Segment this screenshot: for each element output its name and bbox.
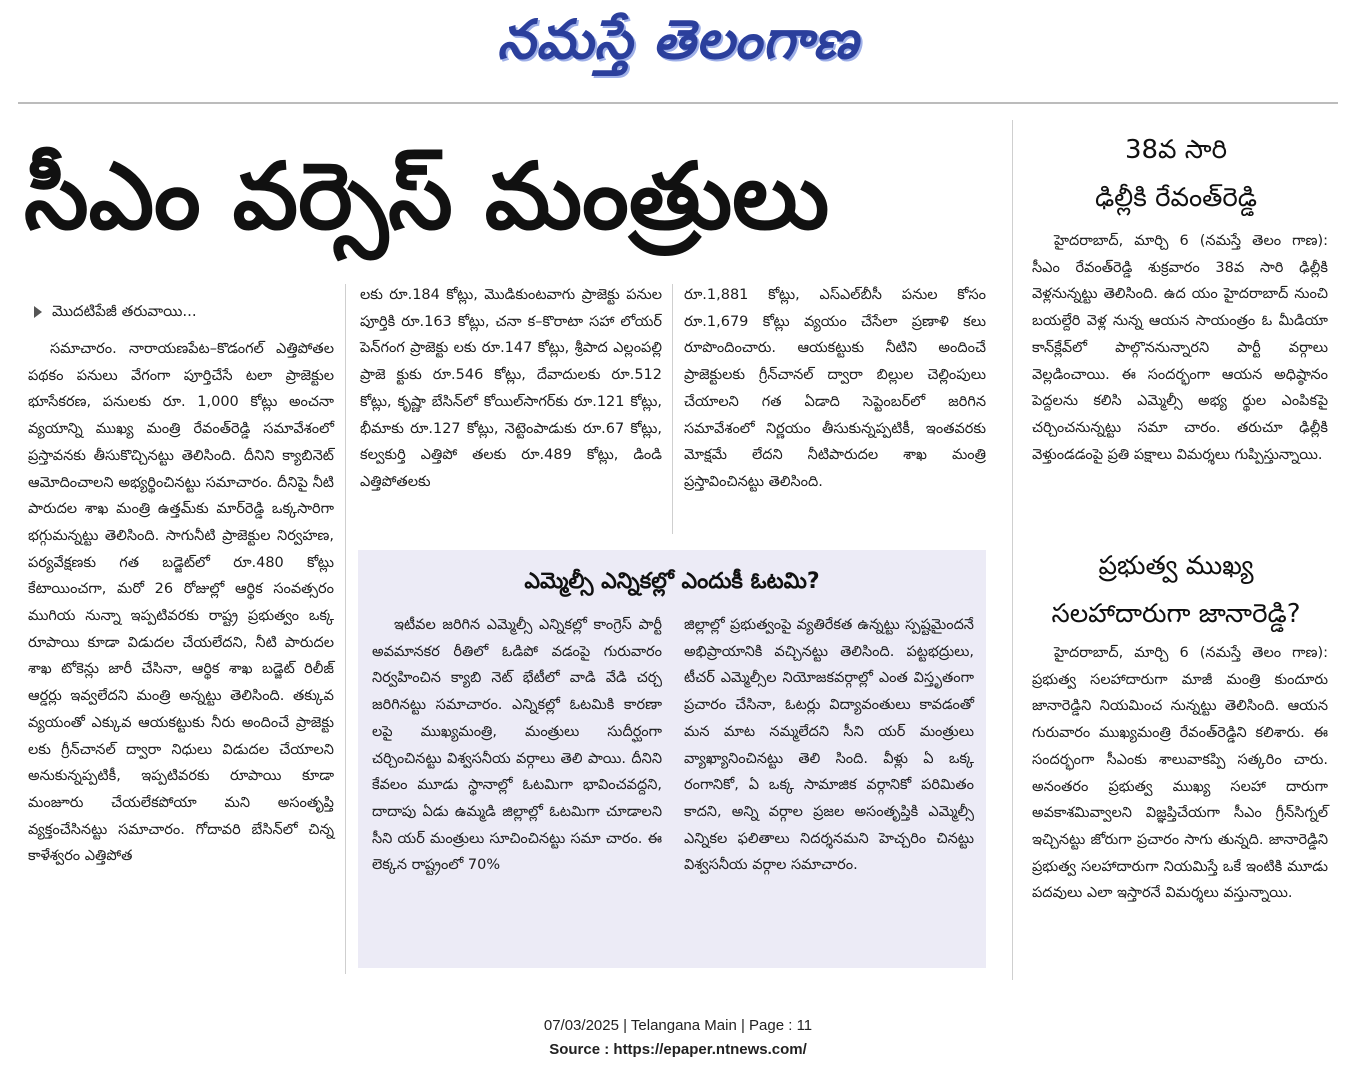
side-story-2-text: హైదరాబాద్, మార్చి 6 (నమస్తే తెలం గాణ): ప్రభుత్వ సలహాదారుగా మాజీ మంత్రి కుందూరు జానారెడ్డిని నియమించ నున్నట్టు తెలిసింది. ఆయన గురువారం ముఖ్యమంత్రి రేవంత్‌రెడ్డిని కలిశారు. ఈ సందర్భంగా సీఎంకు శాలువాకప్పి సత్కరిం చారు. అనంతరం ప్రభుత్వ ముఖ్య సలహా దారుగా అవకాశమివ్వాలని విజ్ఞప్తిచేయగా సీఎం గ్రీన్‌సిగ్నల్ ఇచ్చినట్టు జోరుగా ప్రచారం సాగు తున్నది. జానారెడ్డిని ప్రభుత్వ సలహాదారుగా నియమిస్తే ఒకే ఇంటికి మూడు పదవులు ఎలా ఇస్తారనే విమర్శలు వస్తున్నాయి. xyxy=(1032,645,1328,902)
side-story-2-headline-line: సలహాదారుగా జానారెడ్డి? xyxy=(1051,599,1301,629)
main-story-text: సమాచారం. నారాయణపేట–కొడంగల్ ఎత్తిపోతల పథకం పనులు వేగంగా పూర్తిచేసే టలా ప్రాజెక్టుల భూసేకరణ, పనులకు రూ. 1,000 కోట్లు అంచనా వ్యయాన్ని ముఖ్య మంత్రి రేవంత్‌రెడ్డి సమావేశంలో ప్రస్తావనకు తీసుకొచ్చినట్టు తెలిసింది. దీనిని క్యాబినెట్ ఆమోదించాలని అభ్యర్థించినట్టు సమాచారం. దీనిపై నీటి పారుదల శాఖ మంత్రి ఉత్తమ్‌కు మార్‌రెడ్డి ఒక్కసారిగా భగ్గుమన్నట్టు తెలిసింది. సాగునీటి ప్రాజెక్టుల నిర్వహణ, పర్యవేక్షణకు గత బడ్జెట్‌లో రూ.480 కోట్లు కేటాయించగా, మరో 26 రోజుల్లో ఆర్థిక సంవత్సరం ముగియ నున్నా ఇప్పటివరకు రాష్ట్ర ప్రభుత్వం ఒక్క రూపాయి కూడా విడుదల చేయలేదని, నీటి పారుదల శాఖ టోకెన్లు జారీ చేసినా, ఆర్థిక శాఖ బడ్జెట్ రిలీజ్ ఆర్డర్లు ఇవ్వలేదని మంత్రి అన్నట్టు తెలిసింది. తక్కువ వ్యయంతో ఎక్కువ ఆయకట్టుకు నీరు అందించే ప్రాజెక్టు లకు గ్రీన్‌చానల్ ద్వారా నిధులు విడుదల చేయాలని అనుకున్నప్పటికీ, ఇప్పటివరకు రూపాయి కూడా మంజూరు చేయలేకపోయా మని అసంతృప్తి వ్యక్తంచేసినట్టు సమాచారం. గోదావరి బేసిన్‌లో చిన్న కాళేశ్వరం ఎత్తిపోత xyxy=(28,341,334,865)
main-story-column-3 xyxy=(684,282,986,532)
side-story-1-headline xyxy=(1026,126,1326,222)
boxed-story xyxy=(358,550,986,968)
masthead xyxy=(0,0,1356,78)
side-story-2-headline-line: ప్రభుత్వ ముఖ్య xyxy=(1098,551,1254,581)
arrow-right-icon xyxy=(34,306,42,318)
boxed-story-text: ఇటీవల జరిగిన ఎమ్మెల్సీ ఎన్నికల్లో కాంగ్రెస్ పార్టీ అవమానకర రీతిలో ఓడిపో వడంపై గురువారం నిర్వహించిన క్యాబి నెట్ భేటీలో వాడి వేడి చర్చ జరిగినట్టు సమాచారం. ఎన్నికల్లో ఓటమికి కారణా లపై ముఖ్యమంత్రి, మంత్రులు సుదీర్ఘంగా చర్చించినట్టు విశ్వసనీయ వర్గాలు తెలి పాయి. దీనిని కేవలం మూడు స్థానాల్లో ఓటమిగా భావించవద్దని, దాదాపు ఏడు ఉమ్మడి జిల్లాల్లో ఓటమిగా చూడాలని సీని యర్ మంత్రులు సూచించినట్టు సమా చారం. ఈ లెక్కన రాష్ట్రంలో 70% xyxy=(372,617,662,874)
newspaper-logo: నమస్తే తెలంగాణ xyxy=(497,7,859,71)
side-story-2-headline xyxy=(1026,542,1326,638)
side-story-1-text: హైదరాబాద్, మార్చి 6 (నమస్తే తెలం గాణ): సీఎం రేవంత్‌రెడ్డి శుక్రవారం 38వ సారి ఢిల్లీకి వెళ్లనున్నట్టు తెలిసింది. ఉద యం హైదరాబాద్ నుంచి బయల్దేరి వెళ్ల నున్న ఆయన సాయంత్రం ఓ మీడియా కాన్‌క్లేవ్‌లో పాల్గొననున్నారని పార్టీ వర్గాలు వెల్లడించాయి. ఈ సందర్భంగా ఆయన అధిష్ఠానం పెద్దలను కలిసి ఎమ్మెల్సీ అభ్య ర్థుల ఎంపికపై చర్చించనున్నట్టు సమా చారం. తరుచూ ఢిల్లీకి వెళ్తుండడంపై ప్రతి పక్షాలు విమర్శలు గుప్పిస్తున్నాయి. xyxy=(1032,233,1328,463)
continuation-label xyxy=(34,298,334,324)
side-story-1-body xyxy=(1032,228,1328,534)
side-story-1-headline-line: ఢిల్లీకి రేవంత్‌రెడ్డి xyxy=(1094,183,1258,213)
boxed-story-title: ఎమ్మెల్సీ ఎన్నికల్లో ఎందుకీ ఓటమి? xyxy=(524,569,820,594)
continuation-text: మొదటిపేజీ తరువాయి... xyxy=(52,302,197,320)
masthead-divider xyxy=(18,102,1338,104)
main-story-text: లకు రూ.184 కోట్లు, మొడికుంటవాగు ప్రాజెక్టు పనుల పూర్తికి రూ.163 కోట్లు, చనా క–కొరాటా సహా లోయర్ పెన్‌గంగ ప్రాజెక్టు లకు రూ.147 కోట్లు, శ్రీపాద ఎల్లంపల్లి ప్రాజె క్టుకు రూ.546 కోట్లు, దేవాదులకు రూ.512 కోట్లు, కృష్ణా బేసిన్‌లో కోయిల్‌సాగర్‌కు రూ.121 కోట్లు, భీమాకు రూ.127 కోట్లు, నెట్టెంపాడుకు రూ.67 కోట్లు, కల్వకుర్తి ఎత్తిపో తలకు రూ.489 కోట్లు, డిండి ఎత్తిపోతలకు xyxy=(360,287,662,490)
side-story-2-body xyxy=(1032,640,1328,980)
column-divider xyxy=(1012,120,1013,980)
side-story-1-headline-line: 38వ సారి xyxy=(1124,135,1228,165)
edition-info: 07/03/2025 | Telangana Main | Page : 11 xyxy=(543,1017,813,1034)
main-story-column-2 xyxy=(360,282,662,532)
main-headline: సీఎం వర్సెస్ మంత్రులు xyxy=(24,143,830,250)
source-link[interactable]: Source : https://epaper.ntnews.com/ xyxy=(549,1041,807,1058)
column-divider xyxy=(345,284,346,974)
boxed-story-column-1 xyxy=(372,612,662,962)
main-story-text: రూ.1,881 కోట్లు, ఎస్‌ఎల్‌బీసీ పనుల కోసం రూ.1,679 కోట్లు వ్యయం చేసేలా ప్రణాళి కలు రూపొందించారు. ఆయకట్టుకు నీటిని అందించే ప్రాజెక్టులకు గ్రీన్‌చానల్ ద్వారా బిల్లుల చెల్లింపులు చేయాలని గత ఏడాది సెప్టెంబర్‌లో జరిగిన సమావేశంలో నిర్ణయం తీసుకున్నప్పటికీ, ఇంతవరకు మోక్షమే లేదని నీటిపారుదల శాఖ మంత్రి ప్రస్తావించినట్టు తెలిసింది. xyxy=(684,287,986,490)
column-divider xyxy=(672,284,673,534)
page-footer xyxy=(0,1014,1356,1062)
boxed-story-text: జిల్లాల్లో ప్రభుత్వంపై వ్యతిరేకత ఉన్నట్టు స్పష్టమైందనే అభిప్రాయానికి వచ్చినట్టు తెలిసింది. పట్టభద్రులు, టీచర్ ఎమ్మెల్సీల నియోజకవర్గాల్లో ఎంత విస్తృతంగా ప్రచారం చేసినా, ఓటర్లు విద్యావంతులు కావడంతో మన మాట నమ్మలేదని సీని యర్ మంత్రులు వ్యాఖ్యానించినట్టు తెలి సింది. వీళ్లు ఏ ఒక్క రంగానికో, ఏ ఒక్క సామాజిక వర్గానికో పరిమితం కాదని, అన్ని వర్గాల ప్రజల అసంతృప్తికి ఎమ్మెల్సీ ఎన్నికల ఫలితాలు నిదర్శనమని హెచ్చరిం చినట్టు విశ్వసనీయ వర్గాల సమాచారం. xyxy=(684,617,974,874)
boxed-story-column-2 xyxy=(684,612,974,962)
main-story-column-1 xyxy=(28,336,334,976)
